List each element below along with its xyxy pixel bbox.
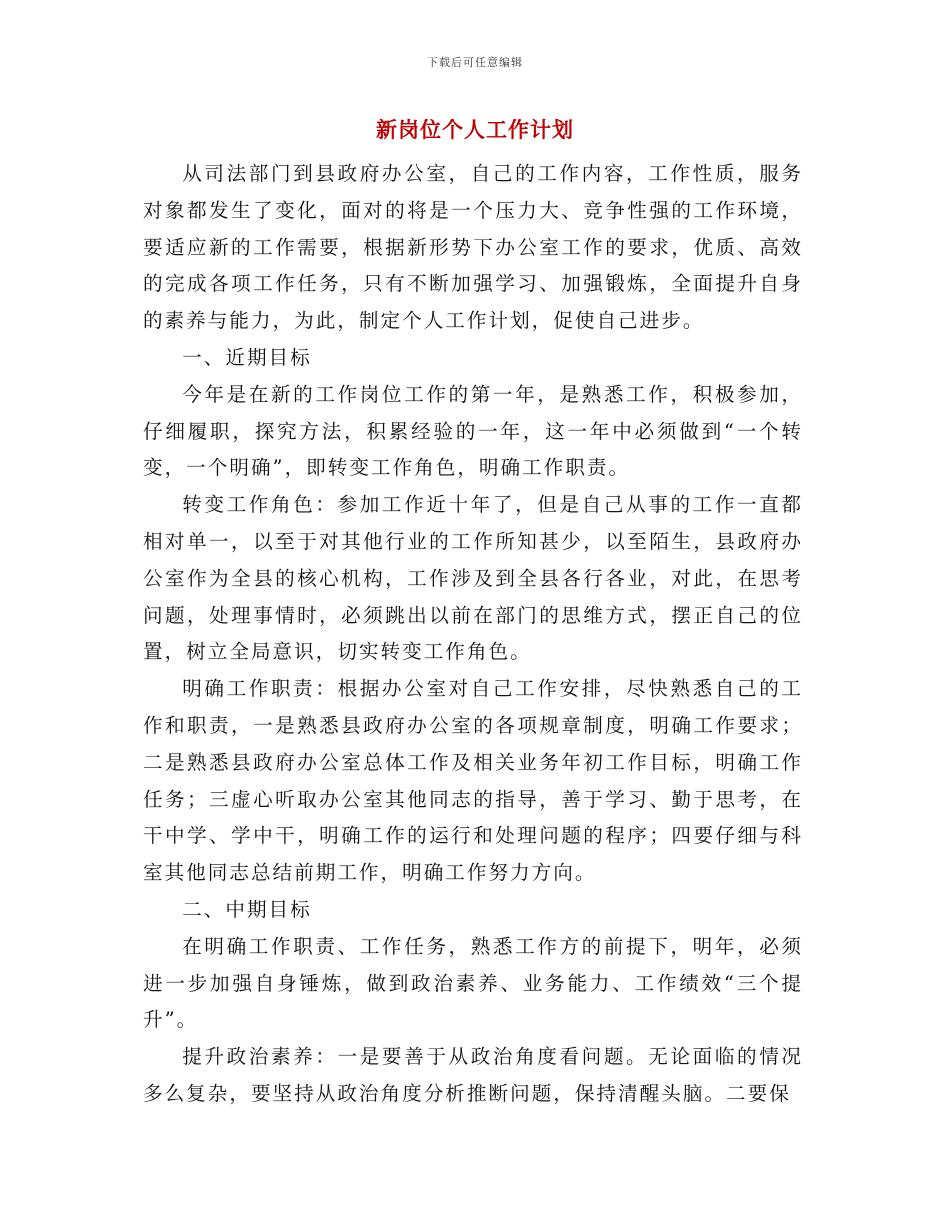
section-heading-mid-term: 二、中期目标: [182, 897, 312, 921]
paragraph-clarify-duties: 明确工作职责：根据办公室对自己工作安排，尽快熟悉自己的工作和职责，一是熟悉县政府办公室的各项规章制度，明确工作要求；二是熟悉县政府办公室总体工作及相关业务年初工作目标，明确工作任务；三虚心听取办公室其他同志的指导，善于学习、勤于思考，在干中学、学中干，明确工作的运行和处理问题的程序；四要仔细与科室其他同志总结前期工作，明确工作努力方向。: [143, 677, 803, 885]
paragraph-mid-term: 在明确工作职责、工作任务，熟悉工作方的前提下，明年，必须进一步加强自身锤炼，做到政治素养、业务能力、工作绩效“三个提升”。: [143, 934, 803, 1032]
paragraph-political-quality: 提升政治素养：一是要善于从政治角度看问题。无论面临的情况多么复杂，要坚持从政治角度分析推断问题，保持清醒头脑。二要保: [143, 1045, 803, 1105]
section-heading-short-term: 一、近期目标: [182, 345, 312, 369]
document-title: 新岗位个人工作计划: [376, 117, 574, 142]
document-body: [143, 156, 803, 1113]
paragraph-short-term: 今年是在新的工作岗位工作的第一年，是熟悉工作，积极参加，仔细履职，探究方法，积累经验的一年，这一年中必须做到“一个转变，一个明确”，即转变工作角色，明确工作职责。: [143, 382, 803, 480]
paragraph-change-role: 转变工作角色：参加工作近十年了，但是自己从事的工作一直都相对单一，以至于对其他行业的工作所知甚少，以至陌生，县政府办公室作为全县的核心机构，工作涉及到全县各行各业，对此，在思考问题，处理事情时，必须跳出以前在部门的思维方式，摆正自己的位置，树立全局意识，切实转变工作角色。: [143, 493, 803, 664]
header-note: 下载后可任意编辑: [427, 56, 523, 69]
paragraph-intro: 从司法部门到县政府办公室，自己的工作内容，工作性质，服务对象都发生了变化，面对的将是一个压力大、竞争性强的工作环境，要适应新的工作需要，根据新形势下办公室工作的要求，优质、高效的完成各项工作任务，只有不断加强学习、加强锻炼，全面提升自身的素养与能力，为此，制定个人工作计划，促使自己进步。: [143, 162, 803, 333]
